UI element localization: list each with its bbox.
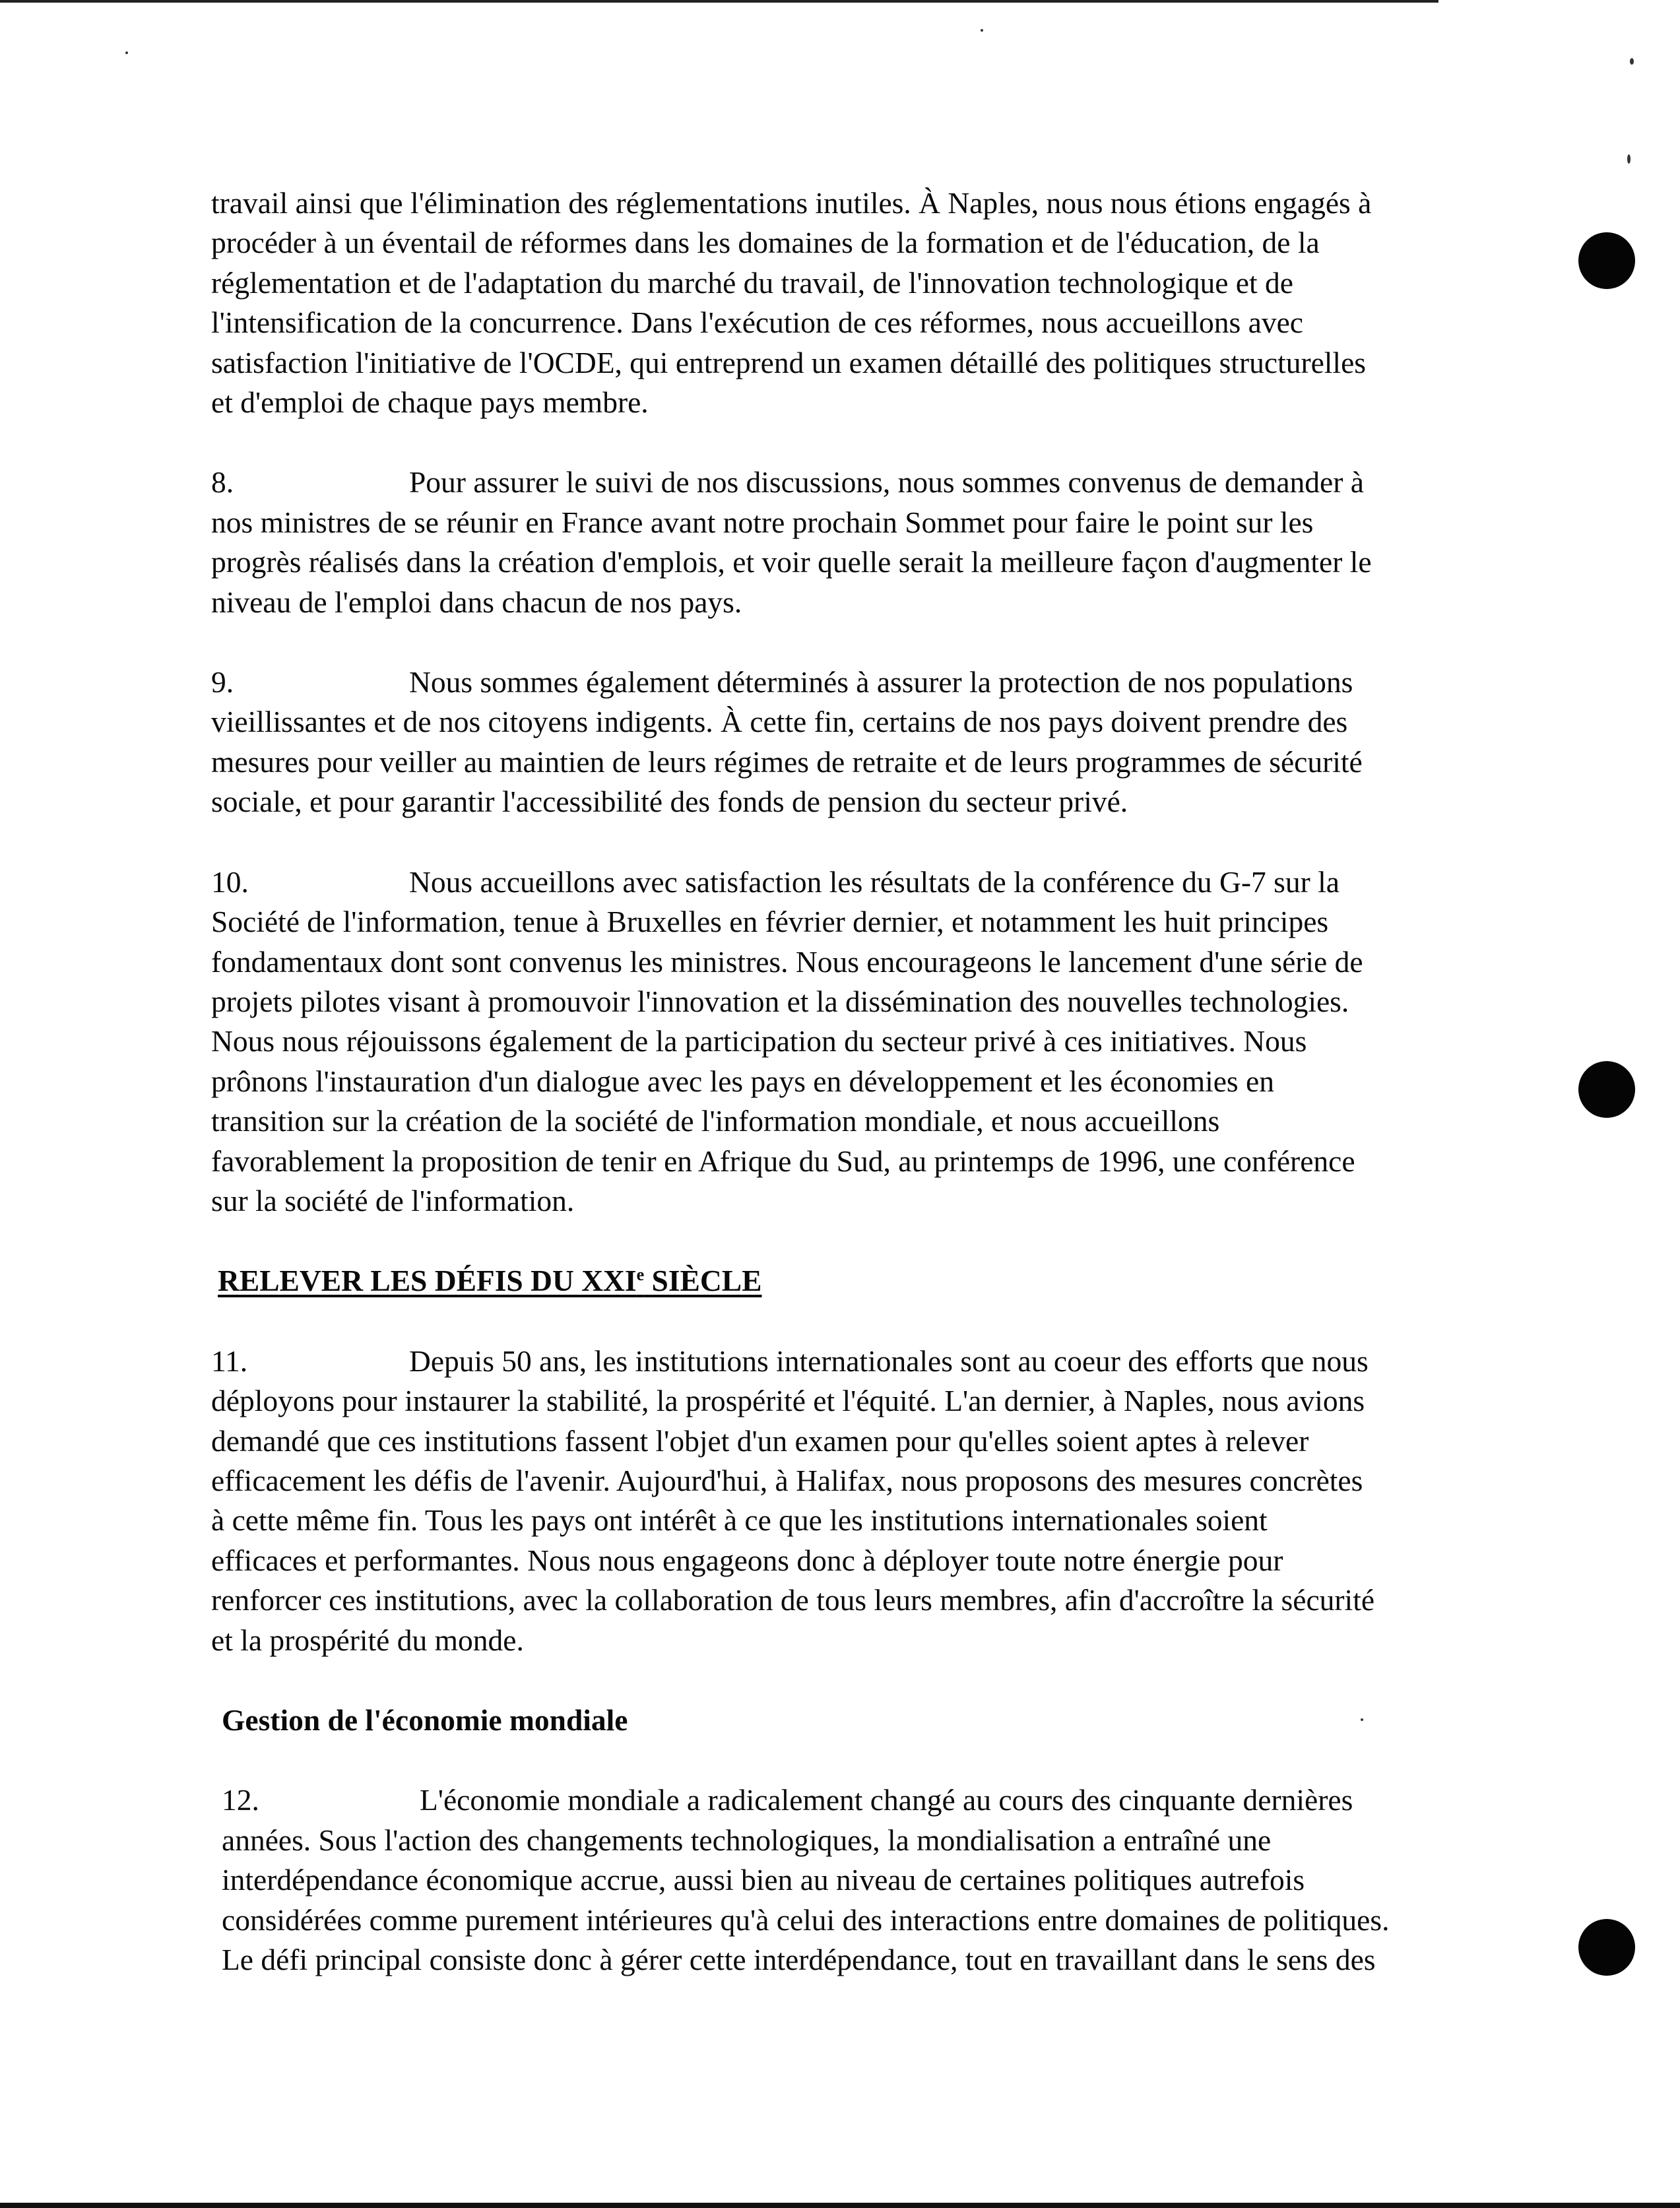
- text-line: mesures pour veiller au maintien de leurs régimes de retraite et de leurs programmes de sécurité: [211, 744, 1363, 779]
- text-line: nos ministres de se réunir en France avant notre prochain Sommet pour faire le point sur les: [211, 505, 1314, 539]
- paragraph-number: 11.: [211, 1344, 248, 1378]
- scan-speck: [1627, 154, 1631, 164]
- text-first-line: Pour assurer le suivi de nos discussions, nous sommes convenus de demander à: [409, 465, 1364, 500]
- text-line: sur la société de l'information.: [211, 1183, 575, 1218]
- text-line: réglementation et de l'adaptation du marché du travail, de l'innovation technologique et de: [211, 265, 1293, 300]
- paragraph-number: 9.: [211, 665, 234, 699]
- paragraph-spacer: [211, 822, 1531, 862]
- text-line: années. Sous l'action des changements technologiques, la mondialisation a entraîné une: [222, 1823, 1272, 1857]
- text-line: [211, 862, 1531, 902]
- scan-edge-top: [0, 0, 1438, 3]
- text-line: [211, 1342, 1531, 1381]
- heading-trailing-text: SIÈCLE: [644, 1264, 762, 1298]
- text-line: progrès réalisés dans la création d'emplois, et voir quelle serait la meilleure façon d'augmenter le: [211, 545, 1372, 579]
- text-line: demandé que ces institutions fassent l'objet d'un examen pour qu'elles soient aptes à relever: [211, 1423, 1309, 1458]
- text-line: [211, 663, 1531, 702]
- paragraph-spacer: [211, 1740, 1531, 1780]
- paragraph-12: [222, 1780, 1531, 1980]
- text-first-line: Nous sommes également déterminés à assurer la protection de nos populations: [409, 665, 1353, 699]
- text-line: transition sur la création de la société de l'information mondiale, et nous accueillons: [211, 1104, 1220, 1138]
- text-line: [211, 463, 1531, 502]
- scan-edge-bottom: [0, 2203, 1680, 2208]
- text-line: efficaces et performantes. Nous nous engageons donc à déployer toute notre énergie pour: [211, 1543, 1283, 1577]
- scan-speck: [981, 29, 983, 32]
- paragraph-10: [211, 862, 1531, 1221]
- subheading-text: Gestion de l'économie mondiale: [222, 1703, 628, 1737]
- text-first-line: L'économie mondiale a radicalement changé au cours des cinquante dernières: [420, 1783, 1353, 1817]
- text-first-line: Depuis 50 ans, les institutions internationales sont au coeur des efforts que nous: [409, 1344, 1369, 1378]
- binder-hole-middle: [1578, 1061, 1635, 1118]
- paragraph-spacer: [211, 1221, 1531, 1261]
- text-line: [222, 1780, 1531, 1820]
- paragraph-9: [211, 663, 1531, 822]
- paragraph-spacer: [211, 622, 1531, 663]
- scan-speck: [1630, 58, 1634, 65]
- paragraph-number: 12.: [222, 1783, 259, 1817]
- text-line: favorablement la proposition de tenir en Afrique du Sud, au printemps de 1996, une conférence: [211, 1144, 1355, 1178]
- paragraph-11: [211, 1342, 1531, 1660]
- text-line: prônons l'instauration d'un dialogue avec les pays en développement et les économies en: [211, 1064, 1274, 1098]
- text-line: niveau de l'emploi dans chacun de nos pays.: [211, 585, 742, 619]
- text-line: et d'emploi de chaque pays membre.: [211, 385, 649, 420]
- text-line: travail ainsi que l'élimination des réglementations inutiles. À Naples, nous nous étions engagés à: [211, 186, 1372, 220]
- text-line: sociale, et pour garantir l'accessibilité des fonds de pension du secteur privé.: [211, 785, 1128, 819]
- text-line: satisfaction l'initiative de l'OCDE, qui entreprend un examen détaillé des politiques structurelles: [211, 345, 1366, 379]
- text-first-line: Nous accueillons avec satisfaction les résultats de la conférence du G-7 sur la: [409, 864, 1340, 899]
- document-body: [211, 183, 1531, 1980]
- text-line: déployons pour instaurer la stabilité, la prospérité et l'équité. L'an dernier, à Naples, nous avions: [211, 1384, 1365, 1418]
- paragraph-number: 10.: [211, 864, 249, 899]
- paragraph-intro: [211, 183, 1531, 422]
- paragraph-8: [211, 463, 1531, 622]
- binder-hole-top: [1578, 232, 1635, 289]
- paragraph-number: 8.: [211, 465, 234, 500]
- section-heading-text: [218, 1261, 1531, 1301]
- text-line: interdépendance économique accrue, aussi bien au niveau de certaines politiques autrefois: [222, 1863, 1305, 1897]
- section-heading: [211, 1261, 1531, 1301]
- text-line: considérées comme purement intérieures qu'à celui des interactions entre domaines de politiques.: [222, 1902, 1390, 1937]
- heading-superscript: e: [636, 1265, 645, 1285]
- text-line: Le défi principal consiste donc à gérer cette interdépendance, tout en travaillant dans le sens des: [222, 1943, 1376, 1977]
- text-line: et la prospérité du monde.: [211, 1623, 524, 1657]
- text-line: vieillissantes et de nos citoyens indigents. À cette fin, certains de nos pays doivent prendre des: [211, 705, 1348, 739]
- paragraph-spacer: [211, 1660, 1531, 1701]
- paragraph-spacer: [211, 422, 1531, 463]
- text-line: renforcer ces institutions, avec la collaboration de tous leurs membres, afin d'accroître la sécurité: [211, 1583, 1375, 1617]
- text-line: à cette même fin. Tous les pays ont intérêt à ce que les institutions internationales soient: [211, 1503, 1268, 1538]
- text-line: procéder à un éventail de réformes dans les domaines de la formation et de l'éducation, de la: [211, 226, 1320, 260]
- text-line: projets pilotes visant à promouvoir l'innovation et la dissémination des nouvelles technologies.: [211, 984, 1349, 1018]
- text-line: fondamentaux dont sont convenus les ministres. Nous encourageons le lancement d'une série de: [211, 944, 1363, 979]
- text-line: Nous nous réjouissons également de la participation du secteur privé à ces initiatives. Nous: [211, 1024, 1307, 1058]
- text-line: l'intensification de la concurrence. Dans l'exécution de ces réformes, nous accueillons avec: [211, 306, 1303, 340]
- scan-speck: [125, 51, 128, 54]
- subheading: [211, 1701, 1531, 1740]
- paragraph-spacer: [211, 1301, 1531, 1342]
- text-line: Société de l'information, tenue à Bruxelles en février dernier, et notamment les huit principes: [211, 905, 1329, 939]
- text-line: efficacement les défis de l'avenir. Aujourd'hui, à Halifax, nous proposons des mesures concrètes: [211, 1463, 1363, 1497]
- binder-hole-bottom: [1578, 1919, 1635, 1976]
- heading-main-text: RELEVER LES DÉFIS DU XXI: [218, 1264, 637, 1298]
